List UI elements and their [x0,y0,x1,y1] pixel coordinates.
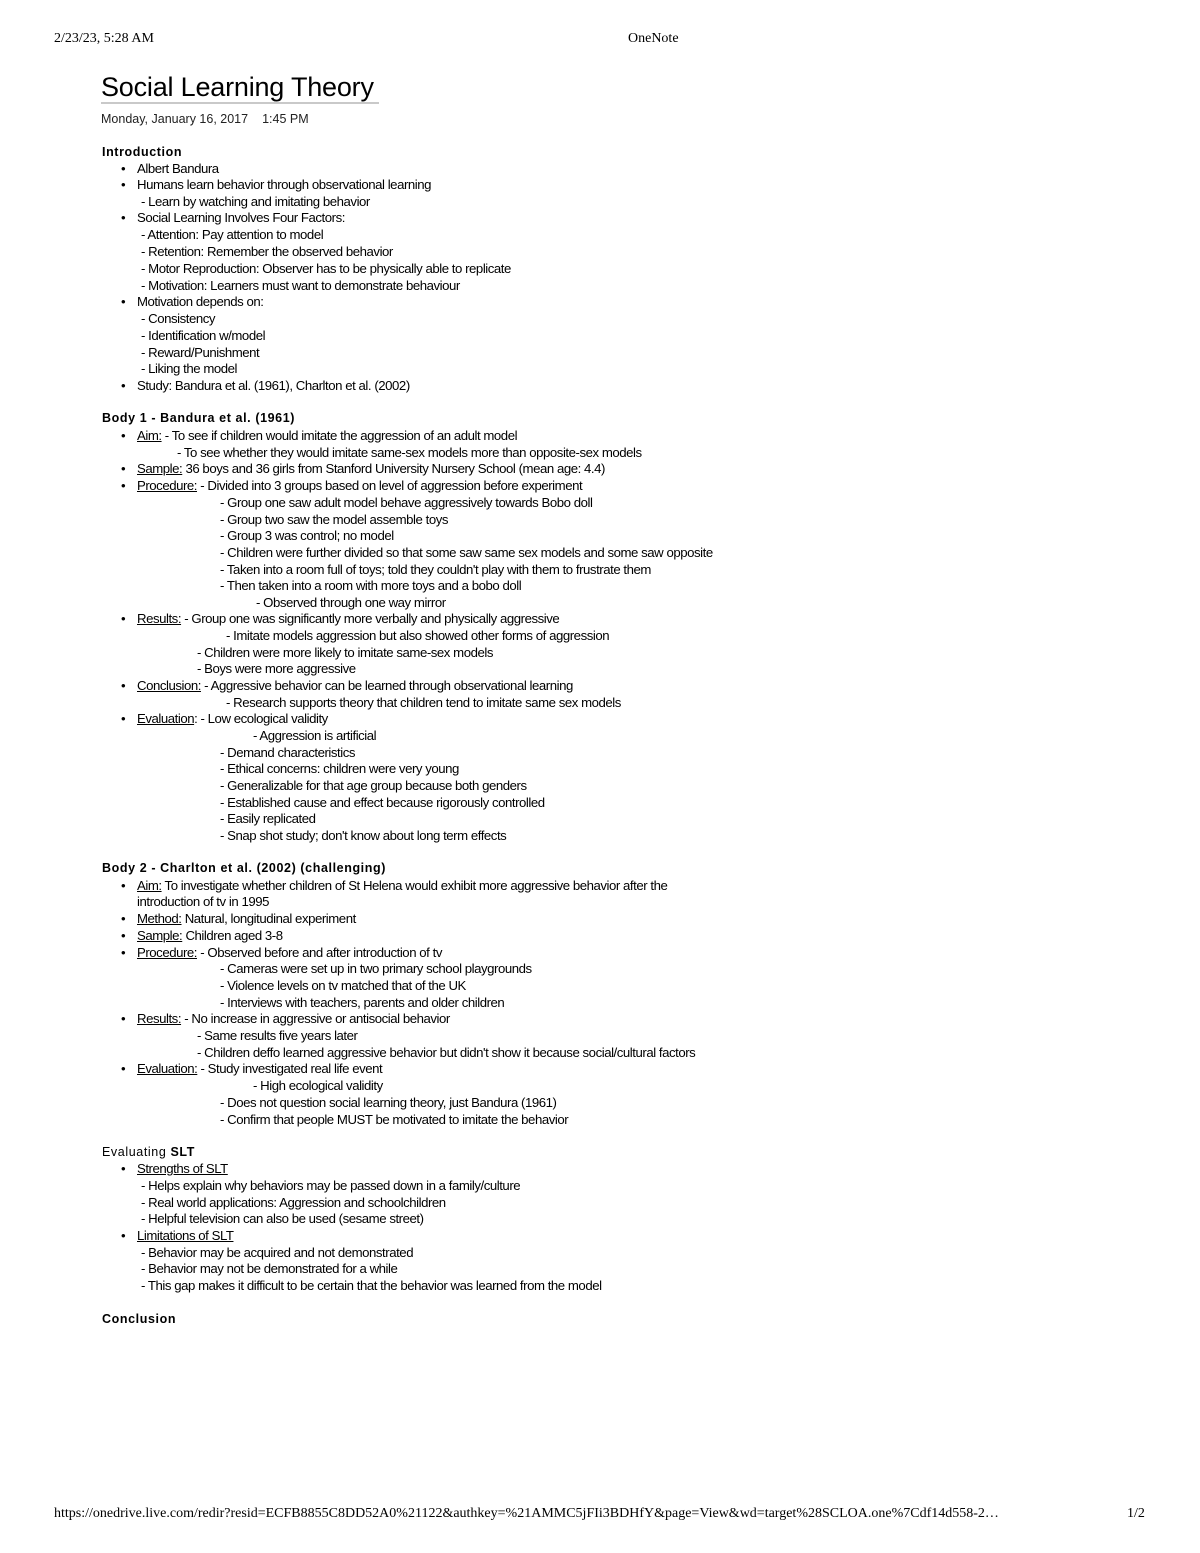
list-subitem: - Consistency [141,311,216,326]
list-subitem: - Motor Reproduction: Observer has to be physically able to replicate [141,261,511,276]
list-subitem: - Retention: Remember the observed behavior [141,244,393,259]
created-date: Monday, January 16, 2017 [101,112,249,126]
label-results: Results: [137,1011,182,1026]
list-subitem: - Then taken into a room with more toys and a bobo doll [220,578,522,593]
section-heading-body-1: Body 1 - Bandura et al. (1961) [102,411,296,425]
results-text: - No increase in aggressive or antisocial behavior [181,1011,450,1026]
list-subitem: - Boys were more aggressive [197,661,356,676]
page-title: Social Learning Theory [101,72,374,102]
label-aim: Aim: [137,878,162,893]
list-subitem: - Established cause and effect because rigorously controlled [220,795,545,810]
list-item-procedure [137,478,582,494]
label-strengths: Strengths of SLT [137,1161,228,1176]
title-underline [101,102,379,104]
evaluation-text: - Study investigated real life event [197,1061,383,1076]
procedure-text: - Divided into 3 groups based on level of aggression before experiment [197,478,583,493]
list-subitem: - Attention: Pay attention to model [141,227,324,242]
section-heading-evaluating [102,1145,195,1159]
list-subitem: - Children were further divided so that some saw same sex models and some saw opposite [220,545,713,560]
created-time: 1:45 PM [262,112,309,126]
list-item: • Humans learn behavior through observational learning [137,177,431,193]
list-subitem: - Research supports theory that children tend to imitate same sex models [226,695,621,710]
list-subitem: - Group two saw the model assemble toys [220,512,448,527]
section-heading-conclusion: Conclusion [102,1312,177,1326]
list-item-sample [137,461,605,477]
list-subitem: - This gap makes it difficult to be certain that the behavior was learned from the model [141,1278,602,1293]
list-item-continuation: introduction of tv in 1995 [137,894,269,909]
sample-text: Children aged 3-8 [182,928,283,943]
section-heading-body-2: Body 2 - Charlton et al. (2002) (challenging) [102,861,386,875]
footer-url: https://onedrive.live.com/redir?resid=ECFB8855C8DD52A0%21122&authkey=%21AMMC5jFIi3BDHfY&page=View&wd=target%28SCLOA.one%7Cdf14d558-2… [54,1506,999,1521]
list-item-evaluation [137,1061,382,1077]
page-number: 1/2 [1127,1506,1145,1521]
label-evaluation: Evaluation [137,711,195,726]
aim-text: To investigate whether children of St Helena would exhibit more aggressive behavior after the [161,878,668,893]
section-heading-introduction: Introduction [102,145,183,159]
list-subitem: - To see whether they would imitate same-sex models more than opposite-sex models [177,445,642,460]
results-text: - Group one was significantly more verbally and physically aggressive [181,611,560,626]
list-subitem: - Confirm that people MUST be motivated to imitate the behavior [220,1112,569,1127]
list-subitem: - Helps explain why behaviors may be passed down in a family/culture [141,1178,521,1193]
list-subitem: - Same results five years later [197,1028,358,1043]
aim-text: - To see if children would imitate the aggression of an adult model [161,428,518,443]
label-procedure: Procedure: [137,945,198,960]
list-item-conclusion [137,678,573,694]
list-subitem: - Easily replicated [220,811,316,826]
list-item-sample [137,928,283,944]
list-item: • Social Learning Involves Four Factors: [137,210,345,226]
list-item: • Study: Bandura et al. (1961), Charlton et al. (2002) [137,378,410,394]
list-item-strengths [137,1161,228,1177]
heading-prefix: Evaluating [102,1145,171,1159]
list-subitem: - Cameras were set up in two primary school playgrounds [220,961,532,976]
label-aim: Aim: [137,428,162,443]
list-item-procedure [137,945,442,961]
list-item-evaluation [137,711,328,727]
list-subitem: - Imitate models aggression but also showed other forms of aggression [226,628,610,643]
list-subitem: - Does not question social learning theory, just Bandura (1961) [220,1095,557,1110]
list-subitem: - Behavior may be acquired and not demonstrated [141,1245,414,1260]
list-subitem: - Demand characteristics [220,745,356,760]
list-subitem: - Reward/Punishment [141,345,260,360]
list-subitem: - Aggression is artificial [253,728,377,743]
list-subitem: - Behavior may not be demonstrated for a while [141,1261,398,1276]
list-subitem: - Motivation: Learners must want to demonstrate behaviour [141,278,460,293]
list-subitem: - Ethical concerns: children were very young [220,761,459,776]
page-created-timestamp [101,112,309,126]
label-method: Method: [137,911,182,926]
list-item: • Albert Bandura [137,161,219,177]
list-subitem: - Snap shot study; don't know about long term effects [220,828,507,843]
list-subitem: - Interviews with teachers, parents and older children [220,995,505,1010]
list-item-aim [137,428,517,444]
label-conclusion: Conclusion: [137,678,201,693]
print-date: 2/23/23, 5:28 AM [54,31,154,46]
conclusion-text: - Aggressive behavior can be learned through observational learning [200,678,573,693]
list-subitem: - Observed through one way mirror [256,595,446,610]
list-subitem: - Generalizable for that age group because both genders [220,778,527,793]
sample-text: 36 boys and 36 girls from Stanford University Nursery School (mean age: 4.4) [182,461,605,476]
list-subitem: - Identification w/model [141,328,266,343]
label-sample: Sample: [137,461,183,476]
evaluation-text: : - Low ecological validity [194,711,328,726]
list-subitem: - Children were more likely to imitate same-sex models [197,645,493,660]
label-evaluation: Evaluation: [137,1061,198,1076]
list-subitem: - Learn by watching and imitating behavior [141,194,370,209]
list-item-results [137,611,559,627]
method-text: Natural, longitudinal experiment [181,911,356,926]
list-item-aim [137,878,667,894]
label-procedure: Procedure: [137,478,198,493]
list-item: • Motivation depends on: [137,294,263,310]
list-subitem: - Taken into a room full of toys; told they couldn't play with them to frustrate them [220,562,651,577]
label-limitations: Limitations of SLT [137,1228,234,1243]
app-name: OneNote [628,31,679,46]
list-subitem: - Children deffo learned aggressive behavior but didn't show it because social/cultural factors [197,1045,696,1060]
list-subitem: - Liking the model [141,361,237,376]
label-results: Results: [137,611,182,626]
list-item-limitations [137,1228,233,1244]
list-subitem: - Group one saw adult model behave aggressively towards Bobo doll [220,495,593,510]
heading-bold: SLT [170,1145,195,1159]
label-sample: Sample: [137,928,183,943]
procedure-text: - Observed before and after introduction of tv [197,945,442,960]
list-subitem: - Violence levels on tv matched that of the UK [220,978,466,993]
list-item-method [137,911,356,927]
list-subitem: - Real world applications: Aggression and schoolchildren [141,1195,446,1210]
list-subitem: - Group 3 was control; no model [220,528,394,543]
list-subitem: - High ecological validity [253,1078,383,1093]
list-subitem: - Helpful television can also be used (sesame street) [141,1211,424,1226]
list-item-results [137,1011,450,1027]
